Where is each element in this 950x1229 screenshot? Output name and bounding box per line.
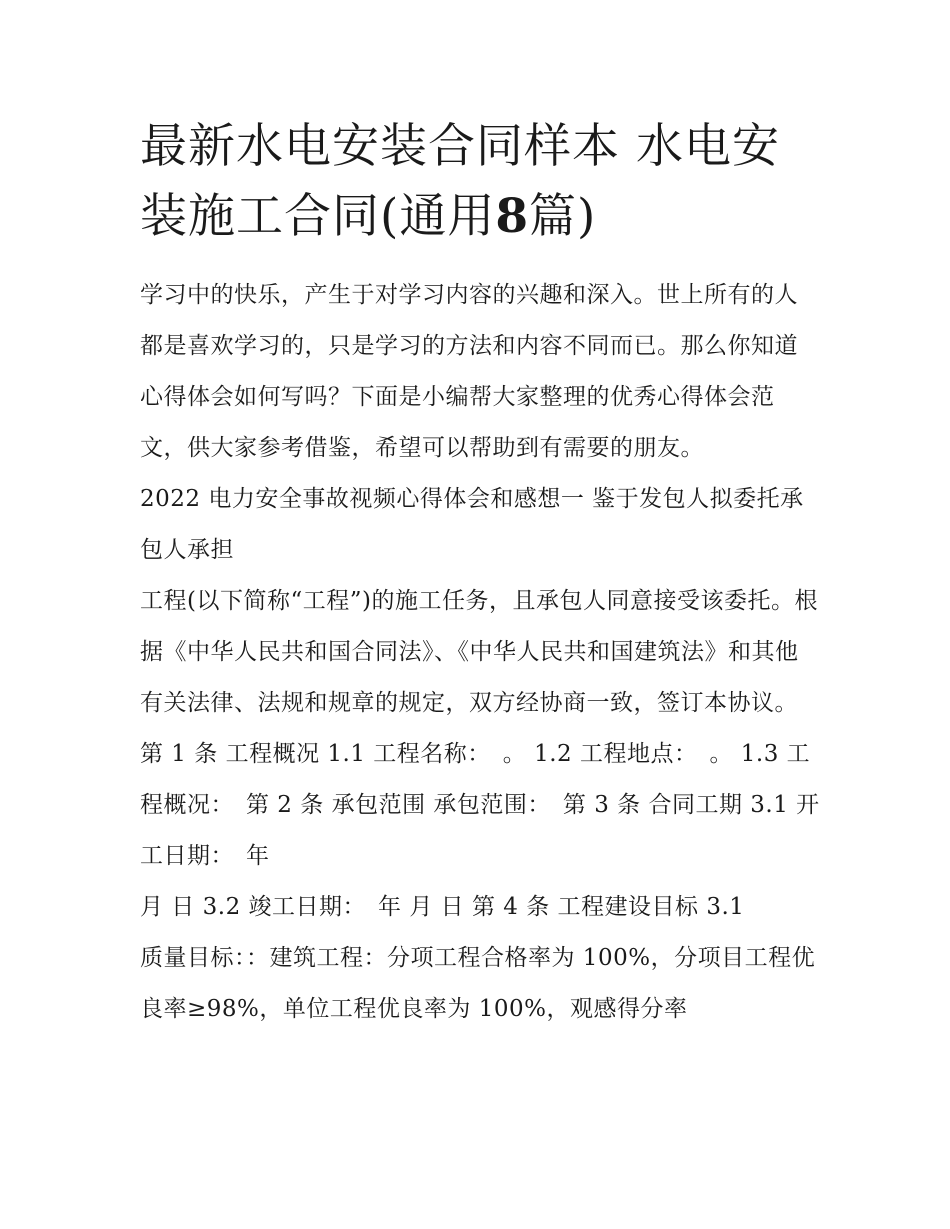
document-page xyxy=(140,112,820,1035)
document-title xyxy=(140,112,820,252)
title-bold-number: 8 xyxy=(495,189,530,244)
body-paragraph: 工程(以下简称“工程”)的施工任务，且承包人同意接受该委托。根据《中华人民共和国合同法》、《中华人民共和国建筑法》和其他有关法律、法规和规章的规定，双方经协商一致，签订本协议。 xyxy=(140,588,818,716)
intro-paragraph: 学习中的快乐，产生于对学习内容的兴趣和深入。世上所有的人都是喜欢学习的，只是学习的方法和内容不同而已。那么你知道心得体会如何写吗？下面是小编帮大家整理的优秀心得体会范文，供大家参考借鉴，希望可以帮助到有需要的朋友。 xyxy=(140,282,798,461)
body-paragraph: 2022 电力安全事故视频心得体会和感想一 鉴于发包人拟委托承包人承担 xyxy=(140,486,804,563)
body-paragraph: 质量目标：：建筑工程：分项工程合格率为 100%，分项目工程优良率≥98%，单位工程优良率为 100%，观感得分率 xyxy=(140,945,816,1022)
title-text-part1: 最新水电安装合同样本 水电安装施工合同(通用 xyxy=(140,119,780,244)
body-paragraph: 月 日 3.2 竣工日期： 年 月 日 第 4 条 工程建设目标 3.1 xyxy=(140,894,745,920)
title-text-part2: 篇) xyxy=(529,189,597,244)
body-paragraph: 第 1 条 工程概况 1.1 工程名称： 。 1.2 工程地点： 。 1.3 工程概况： 第 2 条 承包范围 承包范围： 第 3 条 合同工期 3.1 开工日期： 年 xyxy=(140,741,820,869)
